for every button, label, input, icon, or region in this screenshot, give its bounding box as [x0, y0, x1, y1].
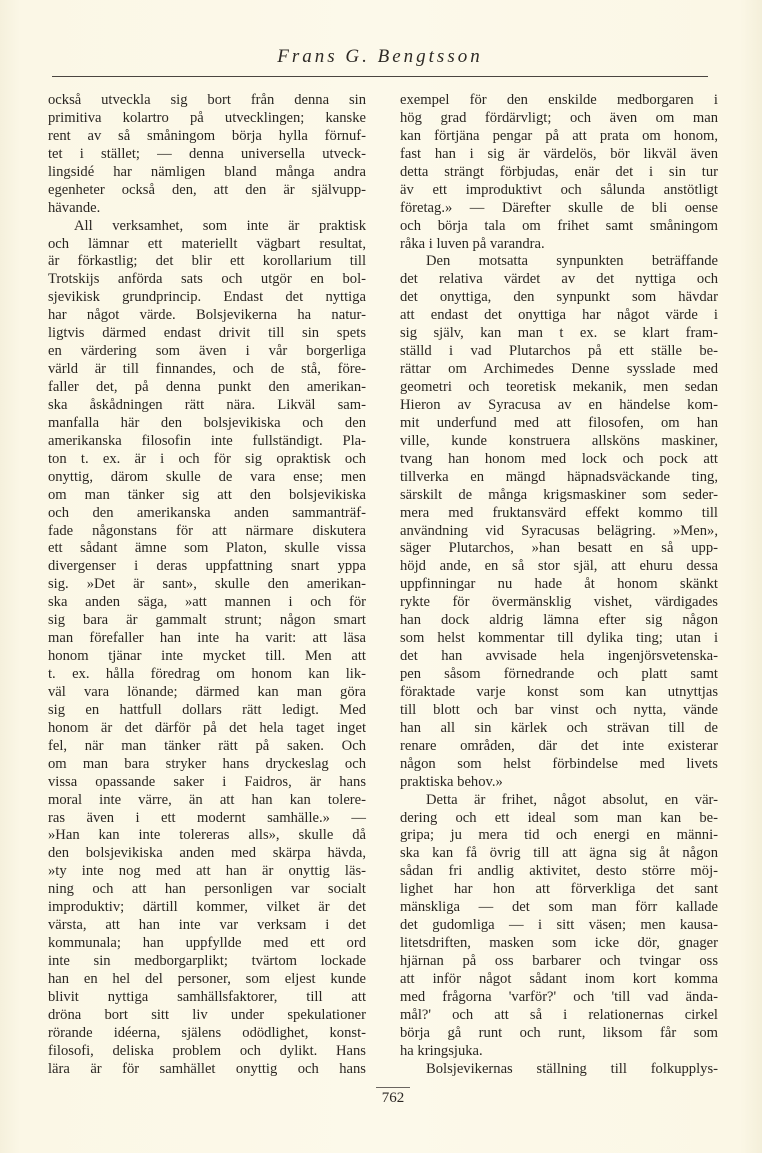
text-line: divergenser i deras uppfattning snart yppa	[48, 558, 366, 575]
text-line: lighet har hon att förverkliga det sant	[400, 881, 718, 898]
running-header: Frans G. Bengtsson	[277, 46, 483, 67]
text-line: fel, när man tänker rätt på saken. Och	[48, 737, 366, 754]
text-line: säger Plutarchos, »han besatt en så upp-	[400, 540, 718, 557]
text-line: rykte för övermänsklig vishet, värdigades	[400, 594, 718, 611]
text-line: värld är till finnandes, och de stå, före-	[48, 361, 366, 378]
text-line: det han avvisade hela ingenjörsvetenska-	[400, 648, 718, 665]
text-line: dering och ett ideal som man kan be-	[400, 809, 718, 826]
text-line: lingsidé har nämligen bland många andra	[48, 163, 366, 180]
text-line: ras även i ett modernt samhälle.» —	[48, 809, 366, 826]
text-line: ska kan få övrig till att ägna sig åt någon	[400, 845, 718, 862]
text-line: och lämnar ett materiellt vägbart resultat,	[48, 235, 366, 252]
text-line: värsta, att han inte var verksam i det	[48, 917, 366, 934]
text-line: ett sådant ämne som Platon, skulle vissa	[48, 540, 366, 557]
text-line: hjärnan på oss barbarer och tvingar oss	[400, 953, 718, 969]
text-line: och den amerikanska anden sammanträf-	[48, 504, 366, 521]
text-line: en värdering som även i vår borgerliga	[48, 343, 366, 360]
text-line: filosofi, deliska problem och dylikt. Hans	[48, 1042, 366, 1059]
text-line: uppfinningar nu hade åt honom skänkt	[400, 576, 718, 593]
text-line: han all sin kärlek och strävan till de	[400, 719, 718, 736]
text-line: amerikanska filosofin inte fullständigt. Pla-	[48, 432, 366, 449]
text-line: sådan fri andlig aktivitet, desto större möj-	[400, 863, 718, 880]
text-line: det relativa värdet av det nyttiga och	[400, 271, 718, 288]
text-line: manfalla här den bolsjevikiska och den	[48, 414, 366, 431]
text-line: ton t. ex. är i och för sig opraktisk och	[48, 450, 366, 467]
text-line: moral inte värre, än att han kan tolere-	[48, 791, 366, 808]
text-line: föraktade varje konst som kan utnyttjas	[400, 683, 718, 700]
text-line: äv ett improduktivt och sålunda anstötligt	[400, 181, 718, 198]
text-line: vissa opassande saker i Faidros, är hans	[48, 773, 366, 790]
text-line: »Han kan inte tolereras alls», skulle då	[48, 827, 366, 844]
text-line: gripa; ju mera tid och energi en männi-	[400, 827, 718, 844]
text-line: egenheter också den, att den är självupp-	[48, 181, 366, 198]
text-line: om man bara stryker hans dryckeslag och	[48, 755, 366, 772]
text-line: det onyttiga, den synpunkt som hävdar	[400, 289, 718, 306]
text-line: mänskliga — det som man förr kallade	[400, 899, 718, 916]
text-line: t. ex. hålla föredrag om honom kan lik-	[48, 666, 366, 682]
text-line: sig själv, kan man t ex. se klart fram-	[400, 325, 718, 342]
text-line: sig. »Det är sant», skulle den amerikan-	[48, 576, 366, 593]
text-line: ha kringsjuka.	[400, 1042, 483, 1059]
text-line: hög grad fördärvligt; och även om man	[400, 109, 718, 126]
text-line: Bolsjevikernas ställning till folkupplys-	[426, 1060, 718, 1077]
text-line: blivit nyttiga samhällsfaktorer, till att	[48, 988, 366, 1005]
text-line: primitiva kolartro på utvecklingen; kanske	[48, 109, 366, 126]
text-line: hävande.	[48, 199, 101, 216]
text-line: litetsdriften, masken som icke dör, gnager	[400, 935, 718, 952]
text-line: honom tjänar inte mycket till. Men att	[48, 648, 366, 665]
footer-rule	[376, 1087, 410, 1088]
text-line: rättar om Archimedes Denne sysslade med	[400, 361, 718, 378]
text-line: sig bara är gammalt strunt; någon smart	[48, 612, 366, 629]
text-line: är förkastlig; det blir ett korollarium till	[48, 253, 366, 270]
text-line: har något värde. Bolsjevikerna ha natur-	[48, 307, 366, 324]
text-line: mera med fruktansvärd effekt kommo till	[400, 504, 718, 521]
text-line: tillverka en mängd häpnadsväckande ting,	[400, 468, 718, 485]
text-line: ligtvis därmed endast drivit till sin spets	[48, 325, 366, 342]
text-line: också utveckla sig bort från denna sin	[48, 92, 366, 108]
text-line: ställd i vad Plutarchos på ett ställe be-	[400, 343, 718, 360]
text-line: praktiska behov.»	[400, 773, 503, 790]
text-line: att inför något sådant inom kort komma	[400, 970, 718, 987]
text-line: till blott och bar vinst och nytta, vände	[400, 701, 718, 718]
text-line: han dock aldrig lämna efter sig någon	[400, 612, 718, 629]
text-line: lära är för samhället onyttig och hans	[48, 1060, 366, 1077]
text-line: den bolsjevikiska anden med skärpa hävda,	[48, 845, 366, 862]
text-line: det gudomliga — i sitt väsen; men kausa-	[400, 917, 718, 934]
text-line: kan förtjäna pengar på att prata om honom,	[400, 127, 718, 144]
text-line: råka i luven på varandra.	[400, 235, 545, 252]
text-line: fast han i sig är värdelös, bör likväl även	[400, 145, 718, 162]
text-line: renare områden, där det inte existerar	[400, 737, 718, 754]
header-rule	[52, 76, 708, 77]
text-line: rörande idéerna, själens odödlighet, konst-	[48, 1024, 366, 1041]
text-line: han en hel del personer, som eljest kunde	[48, 970, 366, 987]
text-line: mål?' och att så i relationernas cirkel	[400, 1006, 718, 1023]
text-line: höjd ande, en så stor själ, att ehuru dessa	[400, 558, 718, 575]
text-line: sig en hattfull dollars rätt ledigt. Med	[48, 701, 366, 718]
text-line: man förefaller han inte ha varit: att läsa	[48, 630, 366, 647]
text-line: Trotskijs anförda sats och utgör en bol-	[48, 271, 366, 288]
text-line: ska anden säga, »att mannen i och för	[48, 594, 366, 611]
text-line: exempel för den enskilde medborgaren i	[400, 92, 718, 108]
text-line: geometri och teoretisk mekanik, men sedan	[400, 379, 718, 395]
text-line: faller det, på denna punkt den amerikan-	[48, 379, 366, 395]
left-column	[48, 92, 366, 1079]
text-line: fade någonstans för att närmare diskutera	[48, 522, 366, 539]
text-line: någon som helst förbindelse med livets	[400, 755, 718, 772]
right-column	[400, 92, 718, 1079]
text-line: särskilt de många krigsmaskiner som seder-	[400, 486, 718, 503]
text-line: väl vara lönande; därmed kan man göra	[48, 683, 366, 700]
text-line: Den motsatta synpunkten beträffande	[426, 253, 718, 270]
text-line: kommunala; han uppfyllde med ett ord	[48, 935, 366, 952]
text-line: tet i stället; — denna universella utveck-	[48, 145, 366, 162]
text-line: dröna bort sitt liv under spekulationer	[48, 1006, 366, 1023]
text-line: onyttig, därom skulle de vara ense; men	[48, 468, 366, 485]
text-line: ska åskådningen rätt nära. Likväl sam-	[48, 396, 366, 413]
text-line: att endast det onyttiga har något värde i	[400, 307, 718, 324]
text-line: »ty inte nog med att han är onyttig läs-	[48, 863, 366, 880]
text-line: mit underfund med att filosofen, om han	[400, 414, 718, 431]
text-line: detta strängt förbjudas, enär det i sin tur	[400, 163, 718, 180]
text-line: sjevikisk grundprincip. Endast det nyttiga	[48, 289, 366, 306]
text-line: som helst kommentar till dylika ting; utan i	[400, 630, 718, 647]
text-line: företag.» — Därefter skulle de bli oense	[400, 199, 718, 216]
text-line: honom är det därför på det hela taget inget	[48, 719, 366, 736]
text-line: improduktiv; därtill kommer, vilket är det	[48, 899, 366, 916]
text-line: pen såsom förnedrande och platt samt	[400, 666, 718, 682]
text-line: tvang han honom med lock och pock att	[400, 450, 718, 467]
text-line: och börja tala om frihet samt småningom	[400, 217, 718, 234]
page-number: 762	[381, 1090, 405, 1106]
text-line: All verksamhet, som inte är praktisk	[74, 217, 366, 234]
text-line: med frågorna 'varför?' och 'till vad ända-	[400, 988, 718, 1005]
text-line: Hieron av Syracusa av en händelse kom-	[400, 396, 718, 413]
text-line: inte sin medborgarplikt; tvärtom lockade	[48, 953, 366, 969]
text-line: ville, kunde konstruera allsköns maskiner,	[400, 432, 718, 449]
text-line: börja gå runt och runt, liksom får som	[400, 1024, 718, 1041]
text-line: rent av så småningom börja hylla förnuf-	[48, 127, 366, 144]
text-line: Detta är frihet, något absolut, en vär-	[426, 791, 718, 808]
text-line: ning och att han personligen var socialt	[48, 881, 366, 898]
text-line: användning vid Syracusas belägring. »Men»,	[400, 522, 718, 539]
text-line: om man tänker sig att den bolsjevikiska	[48, 486, 366, 503]
